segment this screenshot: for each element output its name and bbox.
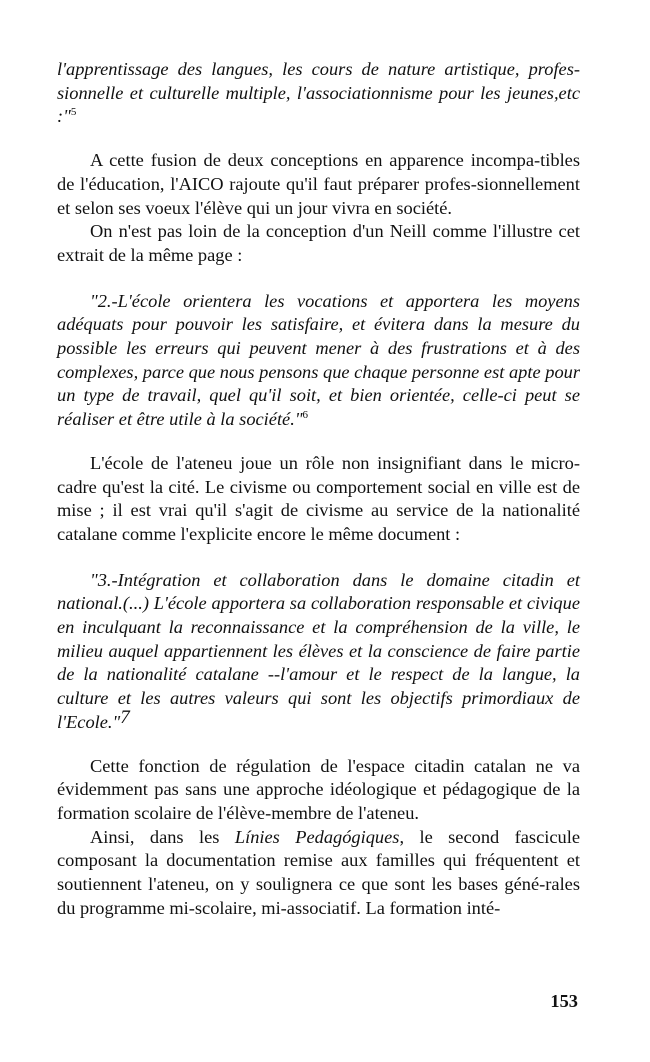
- paragraph-linies: [57, 826, 580, 921]
- paragraph-neill: On n'est pas loin de la conception d'un Neill comme l'illustre cet extrait de la même page :: [57, 221, 580, 265]
- quote-continuation: [57, 58, 580, 129]
- paragraph-regulation: Cette fonction de régulation de l'espace citadin catalan ne va évidemment pas sans une approche idéologique et pédagogique de la formation scolaire de l'élève-membre de l'ateneu.: [57, 755, 580, 823]
- page-number: 153: [550, 991, 578, 1011]
- quote-integration-text: "3.-Intégration et collaboration dans le domaine citadin et national.(...) L'école apportera sa collaboration responsable et civique en inculquant la reconnaissance et la compréhension de la ville, le milieu auquel appartiennent les élèves et la conscience de faire partie de la nationalité catalane --l'amour et le respect de la langue, la culture et les autres valeurs qui sont les objectifs primordiaux de l'Ecole.": [57, 569, 580, 732]
- paragraph-aico: A cette fusion de deux conceptions en apparence incompa-tibles de l'éducation, l'AICO rajoute qu'il faut préparer profes-sionnellement et selon ses voeux l'élève qui un jour vivra en société.: [57, 150, 580, 218]
- quote-vocations: [57, 290, 580, 432]
- paragraph-linies-end: , le second fascicule composant la documentation remise aux familles qui fréquentent et soutiennent l'ateneu, on y soulignera ce que sont les bases géné-rales du programme mi-scolaire, mi-associatif. La formation inté-: [57, 826, 580, 918]
- paragraph-linies-start: Ainsi, dans les: [90, 826, 235, 847]
- book-title-linies: Línies Pedagógiques: [234, 826, 400, 847]
- quote-continuation-text: l'apprentissage des langues, les cours de nature artistique, profes-sionnelle et culturelle multiple, l'associationnisme pour les jeunes,etc :": [57, 59, 580, 127]
- quote-integration: [57, 569, 580, 735]
- footnote-ref-6: 6: [302, 409, 309, 422]
- text-column: [57, 58, 580, 921]
- footnote-ref-7: 7: [120, 706, 130, 728]
- quote-vocations-text: "2.-L'école orientera les vocations et apportera les moyens adéquats pour pouvoir les satisfaire, et évitera dans la mesure du possible les erreurs qui peuvent mener à des frustrations et à des complexes, parce que nous pensons que chaque personne est apte pour un type de travail, quel qu'il soit, et bien orientée, celle-ci peut se réaliser et être utile à la société.": [57, 290, 580, 430]
- paragraph-civisme: L'école de l'ateneu joue un rôle non insignifiant dans le micro-cadre qu'est la cité. Le civisme ou comportement social en ville est de mise ; il est vrai qu'il s'agit de civisme au service de la nationalité catalane comme l'explicite encore le même document :: [57, 452, 580, 544]
- footnote-ref-5: 5: [70, 106, 77, 119]
